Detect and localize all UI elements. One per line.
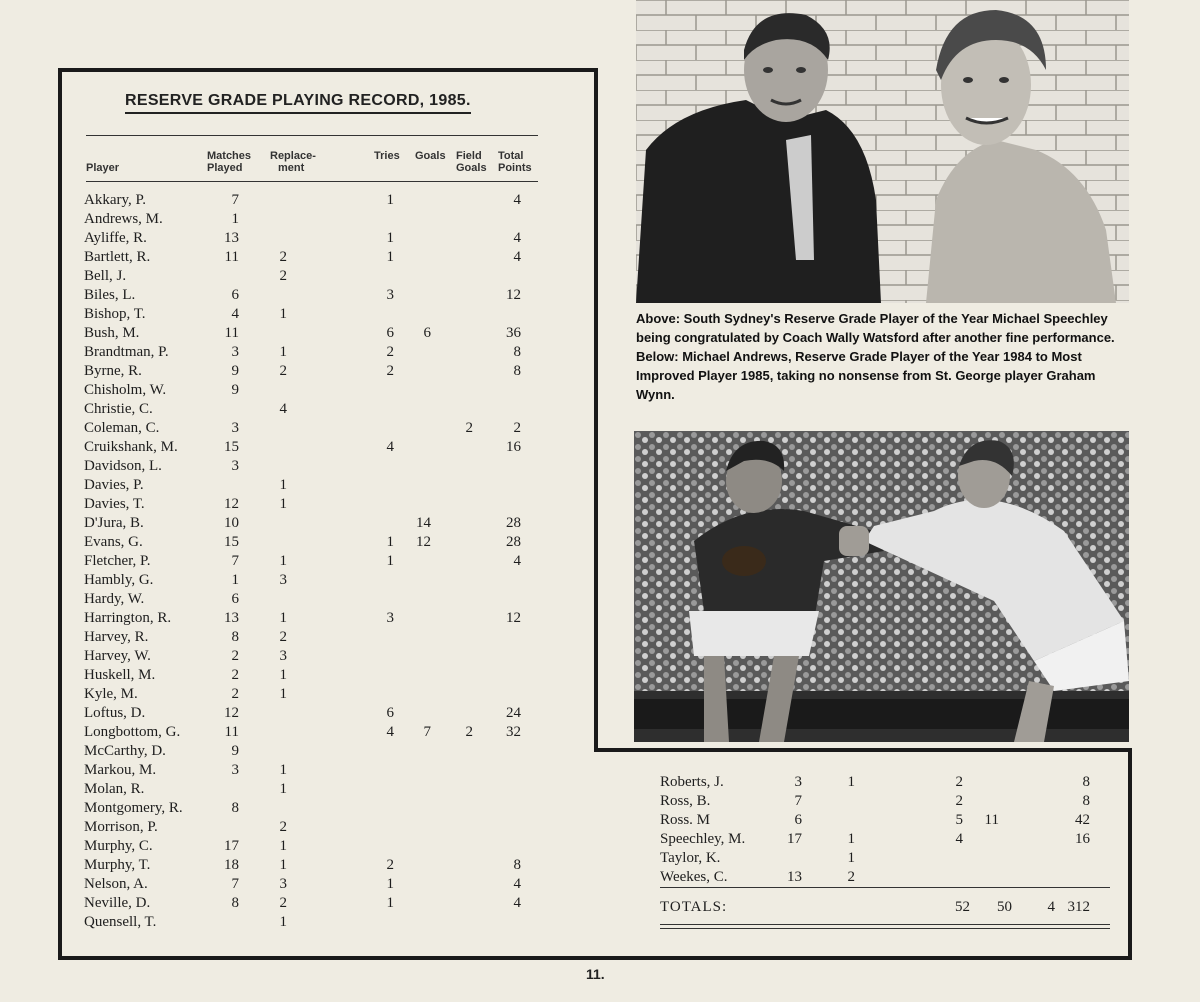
tries: 3 xyxy=(386,610,394,626)
matches-played: 2 xyxy=(231,648,239,664)
field-goals: 2 xyxy=(465,724,473,740)
replacement: 1 xyxy=(279,838,287,854)
matches-played: 6 xyxy=(231,287,239,303)
table-row xyxy=(84,837,544,856)
total-points: 8 xyxy=(513,363,521,379)
totals-double-rule-2 xyxy=(660,928,1110,929)
total-points: 8 xyxy=(1082,774,1090,790)
matches-played: 13 xyxy=(787,869,802,885)
player-name: Davies, P. xyxy=(84,477,144,493)
replacement: 3 xyxy=(279,876,287,892)
table-row xyxy=(84,723,544,742)
goals: 11 xyxy=(984,812,999,828)
player-name: Cruikshank, M. xyxy=(84,439,178,455)
tries: 2 xyxy=(955,793,963,809)
photo-speechley-watsford xyxy=(636,0,1129,303)
player-name: Brandtman, P. xyxy=(84,344,169,360)
tries: 4 xyxy=(386,724,394,740)
replacement: 3 xyxy=(279,648,287,664)
col-replacement: Replace- ment xyxy=(270,150,316,174)
table-row xyxy=(84,267,544,286)
total-points: 8 xyxy=(1082,793,1090,809)
col-total-points: Total Points xyxy=(498,150,532,174)
player-name: Davies, T. xyxy=(84,496,145,512)
table-row xyxy=(84,419,544,438)
player-name: Huskell, M. xyxy=(84,667,156,683)
player-name: Speechley, M. xyxy=(660,831,746,847)
table-row xyxy=(660,868,1120,887)
player-name: Davidson, L. xyxy=(84,458,162,474)
caption-above: Above: South Sydney's Reserve Grade Player of the Year Michael Speechley being congratulated by Coach Wally Watsford after another fine performance. xyxy=(636,311,1115,345)
col-tries: Tries xyxy=(374,150,400,162)
replacement: 1 xyxy=(279,477,287,493)
player-name: Morrison, P. xyxy=(84,819,158,835)
tries: 1 xyxy=(386,192,394,208)
total-points: 4 xyxy=(513,895,521,911)
total-points: 28 xyxy=(506,534,521,550)
player-name: Montgomery, R. xyxy=(84,800,183,816)
col-goals: Goals xyxy=(415,150,446,162)
player-name: Loftus, D. xyxy=(84,705,146,721)
replacement: 1 xyxy=(847,850,855,866)
table-row xyxy=(84,495,544,514)
matches-played: 1 xyxy=(231,211,239,227)
goals: 7 xyxy=(423,724,431,740)
table-row xyxy=(84,780,544,799)
replacement: 2 xyxy=(279,629,287,645)
table-row xyxy=(84,286,544,305)
table-row xyxy=(84,210,544,229)
matches-played: 7 xyxy=(231,192,239,208)
table-row xyxy=(84,571,544,590)
replacement: 2 xyxy=(279,249,287,265)
matches-played: 12 xyxy=(224,705,239,721)
table-row xyxy=(84,457,544,476)
photo-caption xyxy=(636,309,1126,404)
total-points: 4 xyxy=(513,553,521,569)
photo-drawing-top xyxy=(636,0,1129,303)
player-name: Christie, C. xyxy=(84,401,153,417)
goals: 12 xyxy=(416,534,431,550)
total-points: 32 xyxy=(506,724,521,740)
tries: 2 xyxy=(386,344,394,360)
matches-played: 17 xyxy=(787,831,802,847)
totals-field-goals: 4 xyxy=(1047,899,1055,915)
player-name: Neville, D. xyxy=(84,895,151,911)
matches-played: 12 xyxy=(224,496,239,512)
matches-played: 15 xyxy=(224,439,239,455)
matches-played: 11 xyxy=(224,249,239,265)
table-row xyxy=(84,305,544,324)
table-row xyxy=(660,792,1120,811)
player-name: Nelson, A. xyxy=(84,876,148,892)
record-title: RESERVE GRADE PLAYING RECORD, 1985. xyxy=(125,92,471,114)
replacement: 1 xyxy=(847,774,855,790)
replacement: 2 xyxy=(279,819,287,835)
player-name: Taylor, K. xyxy=(660,850,721,866)
totals-points: 312 xyxy=(1067,899,1090,915)
total-points: 24 xyxy=(506,705,521,721)
total-points: 8 xyxy=(513,344,521,360)
col-player: Player xyxy=(86,162,120,174)
totals-rule xyxy=(660,887,1110,888)
table-row xyxy=(84,590,544,609)
tries: 3 xyxy=(386,287,394,303)
player-name: Akkary, P. xyxy=(84,192,146,208)
replacement: 1 xyxy=(279,667,287,683)
player-name: Bush, M. xyxy=(84,325,140,341)
total-points: 16 xyxy=(506,439,521,455)
matches-played: 10 xyxy=(224,515,239,531)
totals-goals: 50 xyxy=(997,899,1012,915)
table-row xyxy=(84,514,544,533)
matches-played: 18 xyxy=(224,857,239,873)
player-name: Molan, R. xyxy=(84,781,145,797)
table-row xyxy=(84,400,544,419)
player-name: Ross, B. xyxy=(660,793,711,809)
tries: 6 xyxy=(386,705,394,721)
total-points: 4 xyxy=(513,230,521,246)
table-row xyxy=(84,647,544,666)
player-name: Hambly, G. xyxy=(84,572,154,588)
field-goals: 2 xyxy=(465,420,473,436)
player-name: Bishop, T. xyxy=(84,306,146,322)
table-row xyxy=(84,191,544,210)
photo-drawing-bottom xyxy=(634,431,1129,742)
header-bottom-rule xyxy=(86,181,538,182)
table-row xyxy=(84,343,544,362)
matches-played: 9 xyxy=(231,363,239,379)
replacement: 1 xyxy=(279,686,287,702)
player-name: Harvey, R. xyxy=(84,629,149,645)
player-name: Byrne, R. xyxy=(84,363,142,379)
player-name: Harrington, R. xyxy=(84,610,172,626)
replacement: 3 xyxy=(279,572,287,588)
replacement: 1 xyxy=(279,553,287,569)
player-name: D'Jura, B. xyxy=(84,515,144,531)
total-points: 42 xyxy=(1075,812,1090,828)
tries: 1 xyxy=(386,553,394,569)
table-row xyxy=(84,324,544,343)
replacement: 1 xyxy=(279,781,287,797)
matches-played: 2 xyxy=(231,667,239,683)
player-name: Weekes, C. xyxy=(660,869,728,885)
totals-label: TOTALS: xyxy=(660,899,728,915)
matches-played: 3 xyxy=(231,344,239,360)
matches-played: 11 xyxy=(224,325,239,341)
replacement: 1 xyxy=(279,857,287,873)
player-name: Markou, M. xyxy=(84,762,157,778)
player-name: Ross. M xyxy=(660,812,711,828)
table-row xyxy=(84,533,544,552)
goals: 6 xyxy=(423,325,431,341)
total-points: 8 xyxy=(513,857,521,873)
matches-played: 13 xyxy=(224,230,239,246)
matches-played: 8 xyxy=(231,800,239,816)
table-row xyxy=(660,773,1120,792)
matches-played: 3 xyxy=(794,774,802,790)
tries: 4 xyxy=(386,439,394,455)
player-name: Murphy, T. xyxy=(84,857,151,873)
table-row xyxy=(84,685,544,704)
totals-row xyxy=(660,898,1100,917)
matches-played: 8 xyxy=(231,629,239,645)
matches-played: 3 xyxy=(231,458,239,474)
table-row xyxy=(84,229,544,248)
player-name: Roberts, J. xyxy=(660,774,724,790)
matches-played: 13 xyxy=(224,610,239,626)
tries: 1 xyxy=(386,876,394,892)
matches-played: 17 xyxy=(224,838,239,854)
table-row xyxy=(660,849,1120,868)
table-row xyxy=(660,830,1120,849)
matches-played: 9 xyxy=(231,743,239,759)
table-row xyxy=(84,362,544,381)
replacement: 1 xyxy=(279,344,287,360)
player-name: Coleman, C. xyxy=(84,420,160,436)
table-row xyxy=(84,856,544,875)
photo-andrews-wynn xyxy=(634,431,1129,742)
player-name: Fletcher, P. xyxy=(84,553,151,569)
replacement: 1 xyxy=(847,831,855,847)
player-name: Kyle, M. xyxy=(84,686,138,702)
table-row xyxy=(84,875,544,894)
table-row xyxy=(84,799,544,818)
matches-played: 6 xyxy=(231,591,239,607)
player-name: Longbottom, G. xyxy=(84,724,181,740)
page-number: 11. xyxy=(586,966,605,982)
player-name: Biles, L. xyxy=(84,287,136,303)
total-points: 4 xyxy=(513,249,521,265)
player-name: Evans, G. xyxy=(84,534,143,550)
col-field-goals: Field Goals xyxy=(456,150,487,174)
total-points: 4 xyxy=(513,876,521,892)
replacement: 2 xyxy=(279,895,287,911)
totals-double-rule-1 xyxy=(660,924,1110,925)
matches-played: 3 xyxy=(231,420,239,436)
player-name: Murphy, C. xyxy=(84,838,153,854)
tries: 1 xyxy=(386,230,394,246)
total-points: 28 xyxy=(506,515,521,531)
replacement: 1 xyxy=(279,762,287,778)
matches-played: 7 xyxy=(794,793,802,809)
replacement: 1 xyxy=(279,914,287,930)
matches-played: 6 xyxy=(794,812,802,828)
total-points: 2 xyxy=(513,420,521,436)
replacement: 2 xyxy=(279,363,287,379)
table-row xyxy=(84,628,544,647)
tries: 1 xyxy=(386,249,394,265)
tries: 5 xyxy=(955,812,963,828)
table-row xyxy=(84,248,544,267)
tries: 4 xyxy=(955,831,963,847)
total-points: 4 xyxy=(513,192,521,208)
replacement: 2 xyxy=(279,268,287,284)
matches-played: 7 xyxy=(231,876,239,892)
player-name: McCarthy, D. xyxy=(84,743,166,759)
table-row xyxy=(84,818,544,837)
player-name: Quensell, T. xyxy=(84,914,157,930)
table-row xyxy=(84,666,544,685)
totals-tries: 52 xyxy=(955,899,970,915)
col-matches: Matches Played xyxy=(207,150,252,174)
matches-played: 15 xyxy=(224,534,239,550)
tries: 1 xyxy=(386,534,394,550)
total-points: 12 xyxy=(506,287,521,303)
player-name: Ayliffe, R. xyxy=(84,230,147,246)
matches-played: 1 xyxy=(231,572,239,588)
replacement: 1 xyxy=(279,306,287,322)
matches-played: 2 xyxy=(231,686,239,702)
replacement: 1 xyxy=(279,610,287,626)
matches-played: 3 xyxy=(231,762,239,778)
table-row xyxy=(84,913,544,932)
matches-played: 11 xyxy=(224,724,239,740)
player-name: Bartlett, R. xyxy=(84,249,151,265)
matches-played: 7 xyxy=(231,553,239,569)
table-row xyxy=(84,476,544,495)
tries: 2 xyxy=(386,363,394,379)
total-points: 16 xyxy=(1075,831,1090,847)
table-row xyxy=(84,552,544,571)
table-row xyxy=(84,438,544,457)
tries: 1 xyxy=(386,895,394,911)
table-row xyxy=(84,761,544,780)
player-name: Hardy, W. xyxy=(84,591,145,607)
table-row xyxy=(84,742,544,761)
goals: 14 xyxy=(416,515,431,531)
matches-played: 8 xyxy=(231,895,239,911)
matches-played: 4 xyxy=(231,306,239,322)
replacement: 2 xyxy=(847,869,855,885)
player-name: Andrews, M. xyxy=(84,211,163,227)
tries: 2 xyxy=(955,774,963,790)
matches-played: 9 xyxy=(231,382,239,398)
header-top-rule xyxy=(86,135,538,136)
table-row xyxy=(84,894,544,913)
replacement: 1 xyxy=(279,496,287,512)
total-points: 36 xyxy=(506,325,521,341)
total-points: 12 xyxy=(506,610,521,626)
tries: 2 xyxy=(386,857,394,873)
player-name: Harvey, W. xyxy=(84,648,151,664)
table-row xyxy=(84,704,544,723)
table-row xyxy=(84,381,544,400)
caption-below: Below: Michael Andrews, Reserve Grade Player of the Year 1984 to Most Improved Player 1985, taking no nonsense from St. George player Graham Wynn. xyxy=(636,349,1096,402)
player-name: Bell, J. xyxy=(84,268,127,284)
table-row xyxy=(84,609,544,628)
table-row xyxy=(660,811,1120,830)
player-name: Chisholm, W. xyxy=(84,382,167,398)
tries: 6 xyxy=(386,325,394,341)
replacement: 4 xyxy=(279,401,287,417)
